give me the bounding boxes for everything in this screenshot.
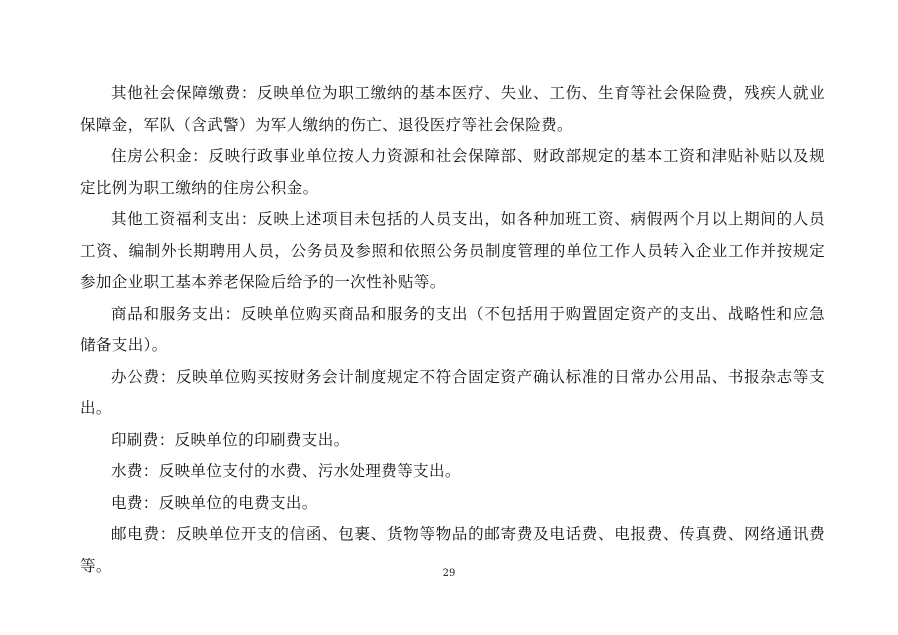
paragraph-other-social-security: 其他社会保障缴费：反映单位为职工缴纳的基本医疗、失业、工伤、生育等社会保险费，残疾人就业保障金，军队（含武警）为军人缴纳的伤亡、退役医疗等社会保险费。 bbox=[80, 84, 825, 134]
page-number: 29 bbox=[442, 568, 456, 579]
paragraph-goods-services: 商品和服务支出：反映单位购买商品和服务的支出（不包括用于购置固定资产的支出、战略性和应急储备支出）。 bbox=[80, 304, 825, 354]
paragraph-office-expenses: 办公费：反映单位购买按财务会计制度规定不符合固定资产确认标准的日常办公用品、书报杂志等支出。 bbox=[80, 367, 825, 417]
paragraph-housing-fund: 住房公积金：反映行政事业单位按人力资源和社会保障部、财政部规定的基本工资和津贴补贴以及规定比例为职工缴纳的住房公积金。 bbox=[80, 147, 825, 197]
document-body bbox=[80, 78, 825, 582]
paragraph-water-expenses: 水费：反映单位支付的水费、污水处理费等支出。 bbox=[111, 462, 461, 480]
paragraph-printing-expenses: 印刷费：反映单位的印刷费支出。 bbox=[111, 430, 350, 449]
paragraph-electricity-expenses: 电费：反映单位的电费支出。 bbox=[111, 493, 318, 512]
paragraph-other-wage-welfare: 其他工资福利支出：反映上述项目未包括的人员支出，如各种加班工资、病假两个月以上期间的人员工资、编制外长期聘用人员，公务员及参照和依照公务员制度管理的单位工作人员转入企业工作并按规定参加企业职工基本养老保险后给予的一次性补贴等。 bbox=[80, 210, 825, 291]
paragraph-postal-telecom-expenses: 邮电费：反映单位开支的信函、包裹、货物等物品的邮寄费及电话费、电报费、传真费、网络通讯费等。 bbox=[80, 525, 825, 575]
